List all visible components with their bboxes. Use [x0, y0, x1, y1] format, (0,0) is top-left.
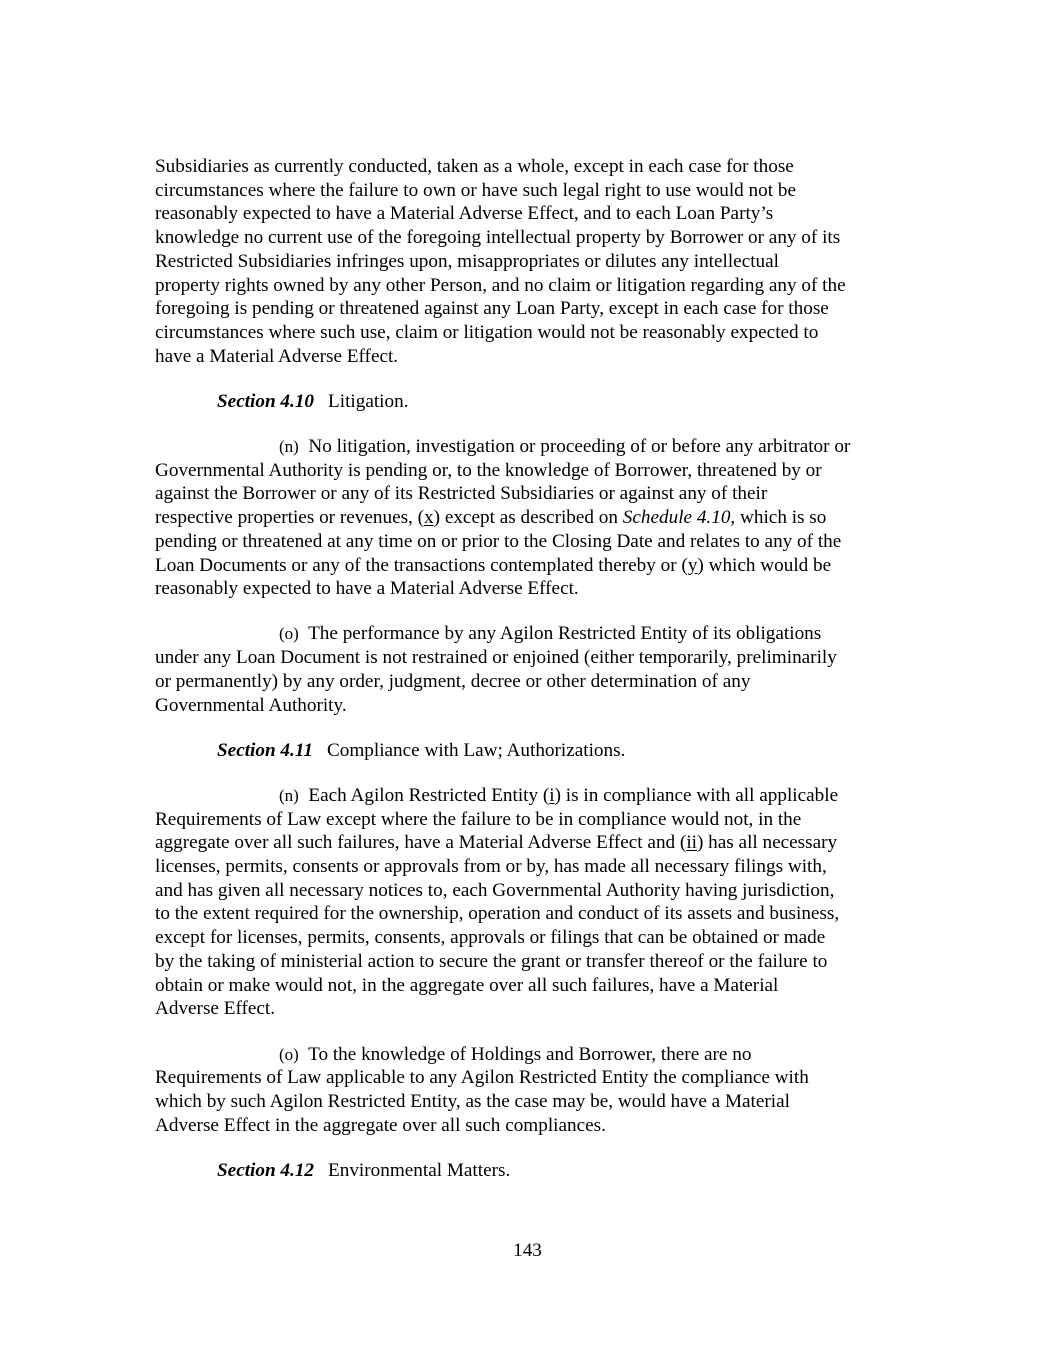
text-line: Subsidiaries as currently conducted, taken as a whole, except in each case for those — [155, 156, 794, 177]
section-heading-4-12 — [217, 1159, 903, 1183]
continuation-paragraph — [155, 155, 903, 368]
text-line: knowledge no current use of the foregoing intellectual property by Borrower or any of its — [155, 227, 841, 249]
text-line: property rights owned by any other Person, and no claim or litigation regarding any of the — [155, 274, 846, 296]
text-line: circumstances where the failure to own or have such legal right to use would not be — [155, 179, 796, 201]
section-number: Section 4.10 — [217, 390, 315, 412]
section-title: Compliance with Law; Authorizations. — [326, 739, 626, 761]
section-heading-4-11 — [217, 739, 903, 763]
text-line: circumstances where such use, claim or litigation would not be reasonably expected to — [155, 321, 819, 343]
page-number: 143 — [513, 1240, 542, 1261]
clause-label: (o) — [279, 1044, 299, 1064]
section-4-10-para-n: (n) No litigation, investigation or proceeding of or before any arbitrator or Governmental Authority is pending or, to the knowledge of Borrower, threatened by or against the Borrower or any of its Restricted Subsidiaries or against any of their respective properties or revenues, (x) except as described on Schedule 4.10, which is so pending or threatened at any time on or prior to the Closing Date and relates to any of the Loan Documents or any of the transactions contemplated thereby or (y) which would be reasonably expected to have a Material Adverse Effect. — [155, 436, 851, 600]
clause-marker-i: i — [549, 784, 555, 806]
section-4-11-para-n: (n) Each Agilon Restricted Entity (i) is in compliance with all applicable Requirements of Law except where the failure to be in compliance would not, in the aggregate over all such failures, have a Material Adverse Effect and (ii) has all necessary licenses, permits, consents or approvals from or by, has made all necessary filings with, and has given all necessary notices to, each Governmental Authority having jurisdiction, to the extent required for the ownership, operation and conduct of its assets and business, except for licenses, permits, consents, approvals or filings that can be obtained or made by the taking of ministerial action to secure the grant or transfer thereof or the failure to obtain or make would not, in the aggregate over all such failures, have a Material Adverse Effect. — [155, 784, 840, 1020]
section-heading-4-10 — [217, 390, 903, 414]
section-number: Section 4.11 — [217, 739, 313, 761]
document-page — [155, 155, 903, 1183]
clause-marker-x: x — [424, 507, 434, 529]
clause-marker-ii: ii — [686, 832, 697, 854]
text-line: reasonably expected to have a Material Adverse Effect, and to each Loan Party’s — [155, 203, 774, 225]
text-line: Restricted Subsidiaries infringes upon, misappropriates or dilutes any intellectual — [155, 250, 779, 272]
section-title: Litigation. — [328, 390, 409, 412]
clause-marker-y: y — [687, 554, 698, 576]
section-title: Environmental Matters. — [328, 1159, 511, 1181]
clause-label: (n) — [279, 785, 299, 805]
text-line: foregoing is pending or threatened against any Loan Party, except in each case for those — [155, 298, 829, 320]
clause-label: (o) — [279, 624, 299, 644]
section-number: Section 4.12 — [217, 1159, 315, 1181]
schedule-reference: Schedule 4.10 — [622, 507, 731, 529]
section-4-10-para-o: (o) The performance by any Agilon Restricted Entity of its obligations under any Loan Document is not restrained or enjoined (either temporarily, preliminarily or permanently) by any order, judgment, decree or other determination of any Governmental Authority. — [155, 623, 837, 716]
section-4-11-para-o: (o) To the knowledge of Holdings and Borrower, there are no Requirements of Law applicable to any Agilon Restricted Entity the compliance with which by such Agilon Restricted Entity, as the case may be, would have a Material Adverse Effect in the aggregate over all such compliances. — [155, 1043, 809, 1136]
clause-label: (n) — [279, 437, 299, 457]
text-line: have a Material Adverse Effect. — [155, 345, 399, 367]
